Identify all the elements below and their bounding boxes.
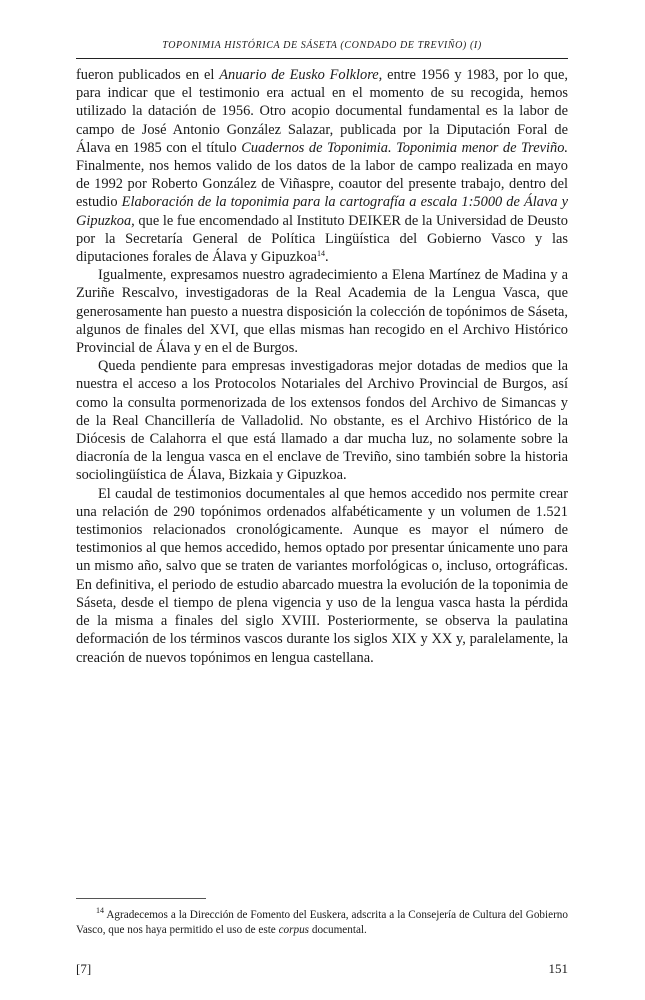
- text-run: , que ellas mismas han recogido en el Archivo Histórico Provincial de Álava y en el de Burgos.: [76, 321, 569, 357]
- footnote-reference[interactable]: 14: [316, 249, 325, 259]
- page-number: 151: [548, 961, 568, 976]
- century-numeral: XIX: [391, 631, 417, 648]
- body-text: [76, 66, 568, 667]
- text-run: .: [324, 249, 329, 266]
- footnote-text: Agradecemos a la Dirección de Fomento del Euskera, adscrita a la Consejería de Cultura del Gobierno Vasco, que nos haya permitido el uso de este: [76, 909, 568, 936]
- century-numeral: XVI: [209, 321, 236, 338]
- footnote-number: 14: [96, 906, 104, 915]
- footnote-rule: [76, 898, 206, 899]
- text-run: Igualmente, expresamos nuestro agradecimiento a Elena Martínez de Madina y a Zuriñe Rescalvo, investigadoras de la Real Academia de la Lengua Vasca, que generosamente han puesto a nuestra disposición la colección de topónimos de Sáseta, algunos de finales del: [76, 267, 568, 338]
- header-rule: [76, 58, 568, 59]
- footnote-italic: corpus: [278, 923, 310, 936]
- paragraph-4: [76, 485, 568, 667]
- footnote: [76, 908, 568, 937]
- text-run: y: [416, 631, 432, 648]
- text-run: fueron publicados en el: [76, 67, 220, 83]
- text-run: Finalmente, nos hemos valido de los datos de la labor de campo realizada en mayo de 1992 por Roberto González de Viñaspre, coautor del presente trabajo, dentro del estudio: [76, 158, 568, 211]
- italic-title: Elaboración de la toponimia para la cartografía a escala 1:5000 de Álava y Gipuzkoa,: [76, 194, 569, 229]
- text-run: entre 1956 y 1983, por lo que, para indicar que el testimonio era actual en el momento de su recogida, hemos utilizado la datación de 1956. Otro acopio documental fundamental es la labor de campo de José Antonio González Salazar, publicada por la Diputación Foral de Álava en 1985 con el título: [76, 67, 568, 156]
- running-header: TOPONIMIA HISTÓRICA DE SÁSETA (CONDADO DE TREVIÑO) (I): [162, 40, 482, 51]
- italic-title: Anuario de Eusko Folklore,: [219, 67, 383, 83]
- italic-title: Cuadernos de Toponimia. Toponimia menor de Treviño.: [241, 139, 568, 156]
- paragraph-3: [76, 357, 568, 484]
- century-numeral: XVIII: [281, 613, 317, 630]
- text-run: que le fue encomendado al Instituto DEIKER de la Universidad de Deusto por la Secretaría General de Política Lingüística del Gobierno Vasco y las diputaciones forales de Álava y Gipuzkoa: [76, 212, 568, 266]
- paragraph-1: [76, 66, 568, 266]
- text-run: El caudal de testimonios documentales al que hemos accedido nos permite crear una relación de 290 topónimos ordenados alfabéticamente y un volumen de 1.521 testimonios relacionados cronológicamente. Aunque es mayor el número de testimonios al que hemos accedido, hemos optado por presentar únicamente uno para un mismo año, salvo que se traten de variantes morfológicas o, incluso, ortográficas. En definitiva, el periodo de estudio abarcado muestra la evolución de la toponimia de Sáseta, desde el tiempo de plena vigencia y uso de la lengua vasca hasta la pérdida de la misma a finales del siglo: [76, 485, 568, 630]
- paragraph-2: [76, 266, 568, 357]
- century-numeral: XX: [431, 631, 453, 648]
- text-run: y, paralelamente, la creación de nuevos topónimos en lengua castellana.: [76, 631, 568, 666]
- footnote-text: documental.: [309, 923, 367, 936]
- text-run: . Posteriormente, se observa la paulatina deformación de los términos vascos durante los siglos: [76, 613, 568, 648]
- section-marker: [7]: [76, 961, 92, 976]
- text-run: Queda pendiente para empresas investigadoras mejor dotadas de medios que la nuestra el acceso a los Protocolos Notariales del Archivo Provincial de Burgos, así como la consulta pormenorizada de los extensos fondos del Archivo de Simancas y de la Real Chancillería de Valladolid. No obstante, es el Archivo Histórico de la Diócesis de Calahorra el que está llamado a dar mucha luz, no solamente sobre la diacronía de la lengua vasca en el enclave de Treviño, sino también sobre la historia sociolingüística de Álava, Bizkaia y Gipuzkoa.: [76, 358, 568, 484]
